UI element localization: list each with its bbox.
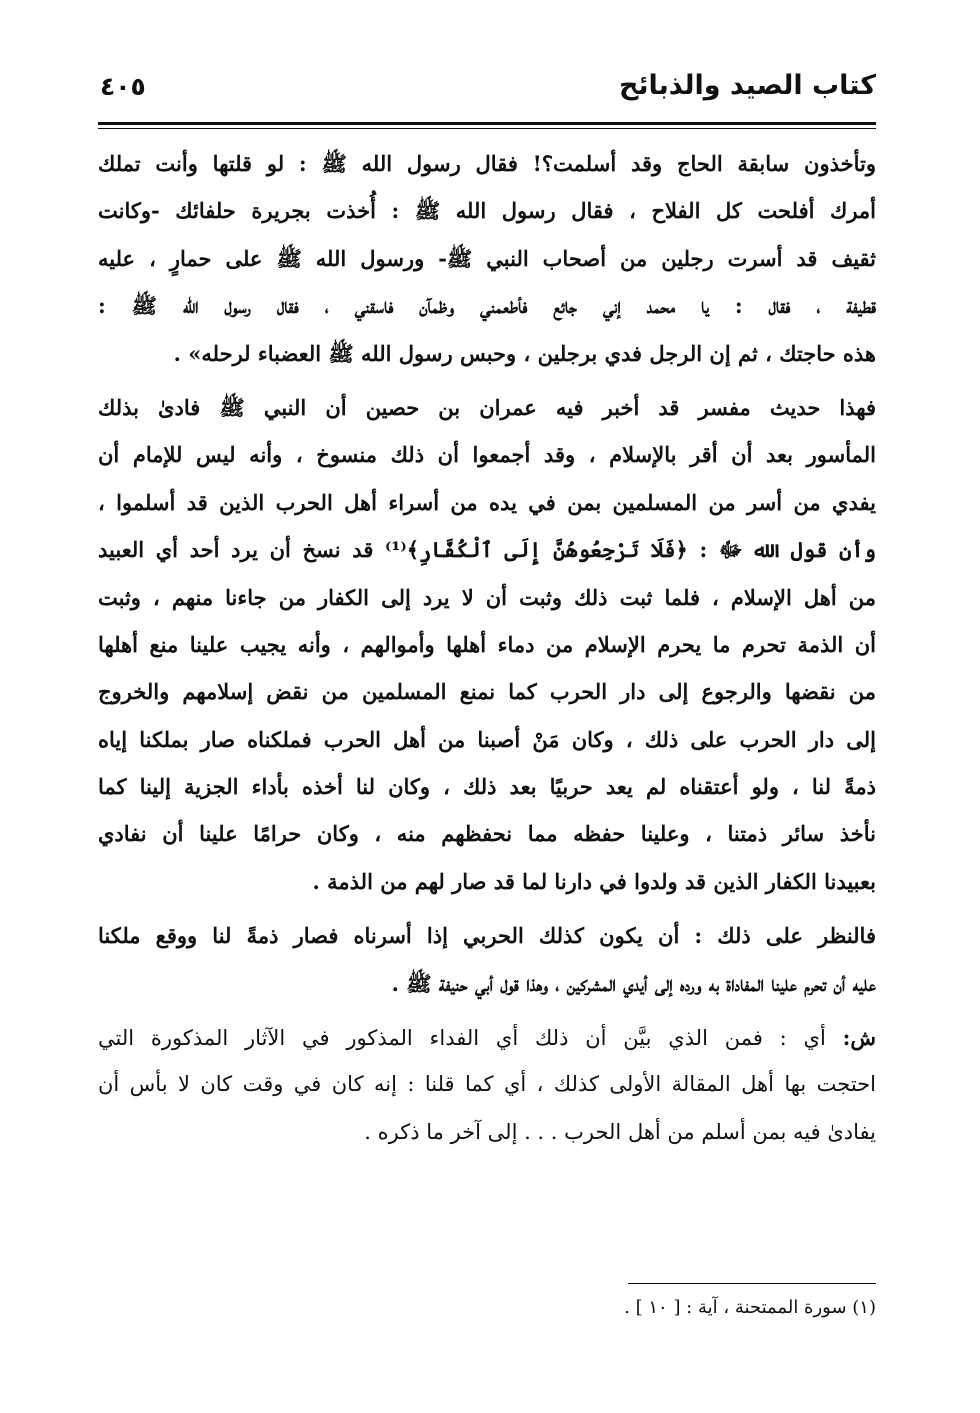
paragraph-4-sharh	[98, 1014, 876, 1156]
text-line: ذمةً لنا ، ولو أعتقناه لم يعد حربيًا بعد ذلك ، وكان لنا أخذه بأداء الجزية إلينا كما	[98, 774, 876, 800]
text-line: أن الذمة تحرم ما يحرم الإسلام من دماء أهلها وأموالهم ، وأنه يجيب علينا منع أهلها	[98, 631, 876, 657]
paragraph-3	[98, 912, 876, 1007]
text-line: يفدي من أسر من المسلمين بمن في يده من أسراء أهل الحرب الذين قد أسلموا ،	[98, 489, 876, 515]
sharh-text: أي : فمن الذي بيَّن أن ذلك أي الفداء المذكور في الآثار المذكورة التي	[98, 1026, 826, 1051]
book-title: كتاب الصيد والذبائح	[618, 70, 876, 101]
text-line: نأخذ سائر ذمتنا ، وعلينا حفظه مما نحفظهم منه ، وكان حرامًا علينا أن نفادي	[98, 821, 876, 847]
page-number: ٤٠٥	[100, 72, 146, 101]
footnote: (١) سورة الممتحنة ، آية : [ ١٠ ] .	[624, 1297, 876, 1318]
text-line: ثقيف قد أسرت رجلين من أصحاب النبي ﷺ- ورسول الله ﷺ على حمارٍ ، عليه	[98, 245, 876, 271]
paragraph-1	[98, 140, 876, 377]
text-line: إلى دار الحرب على ذلك ، وكان مَنْ أصبنا من أهل الحرب فملكناه صار بملكنا إياه	[98, 726, 876, 752]
text-line: فهذا حديث مفسر قد أخبر فيه عمران بن حصين أن النبي ﷺ فادىٰ بذلك	[98, 394, 876, 420]
text-line: بعبيدنا الكفار الذين قد ولدوا في دارنا لما قد صار لهم من الذمة .	[312, 868, 876, 894]
text-line	[98, 1014, 876, 1061]
text-line: عليه أن تحرم علينا المفاداة به ورده إلى أيدي المشركين ، وهذا قول أبي حنيفة ﷺ .	[391, 970, 876, 996]
paragraph-2	[98, 384, 876, 905]
text-line: احتجت بها أهل المقالة الأولى كذلك ، أي كما قلنا : إنه كان في وقت كان لا بأس أن	[98, 1072, 876, 1097]
text-line: من نقضها والرجوع إلى دار الحرب كما نمنع المسلمين من نقض إسلامهم والخروج	[98, 679, 876, 705]
header-rule	[98, 122, 876, 125]
text-line: يفادىٰ فيه بمن أسلم من أهل الحرب . . . إلى آخر ما ذكره .	[364, 1119, 876, 1144]
text-line: قطيفة ، فقال : يا محمد إني جائع فأطعمني وظمآن فاسقني ، فقال رسول الله ﷺ :	[98, 293, 876, 319]
text-line: أمرك أفلحت كل الفلاح ، فقال رسول الله ﷺ : أُخذت بجريرة حلفائك -وكانت	[98, 198, 876, 224]
footnote-rule	[628, 1283, 876, 1284]
header-rule-thin	[98, 128, 876, 129]
text-line: هذه حاجتك ، ثم إن الرجل فدي برجلين ، وحبس رسول الله ﷺ العضباء لرحله» .	[173, 340, 876, 366]
text-line: المأسور بعد أن أقر بالإسلام ، وقد أجمعوا أن ذلك منسوخ ، وأنه ليس للإمام أن	[98, 442, 876, 468]
text-line: فالنظر على ذلك : أن يكون كذلك الحربي إذا أسرناه فصار ذمةً لنا ووقع ملكنا	[98, 923, 876, 949]
page-header	[98, 70, 876, 122]
sharh-marker: ش:	[842, 1025, 876, 1051]
text-line: وأن قول الله ﷻ : ﴿فَلَا تَرْجِعُوهُنَّ إِلَى ٱلْكُفَّارِ﴾⁽¹⁾ قد نسخ أن يرد أحد أي العبيد	[98, 537, 876, 563]
body-text	[98, 140, 876, 1156]
text-line: من أهل الإسلام ، فلما ثبت ذلك وثبت أن لا يرد إلى الكفار من جاءنا منهم ، وثبت	[98, 584, 876, 610]
text-line: وتأخذون سابقة الحاج وقد أسلمت؟! فقال رسول الله ﷺ : لو قلتها وأنت تملك	[98, 151, 876, 176]
